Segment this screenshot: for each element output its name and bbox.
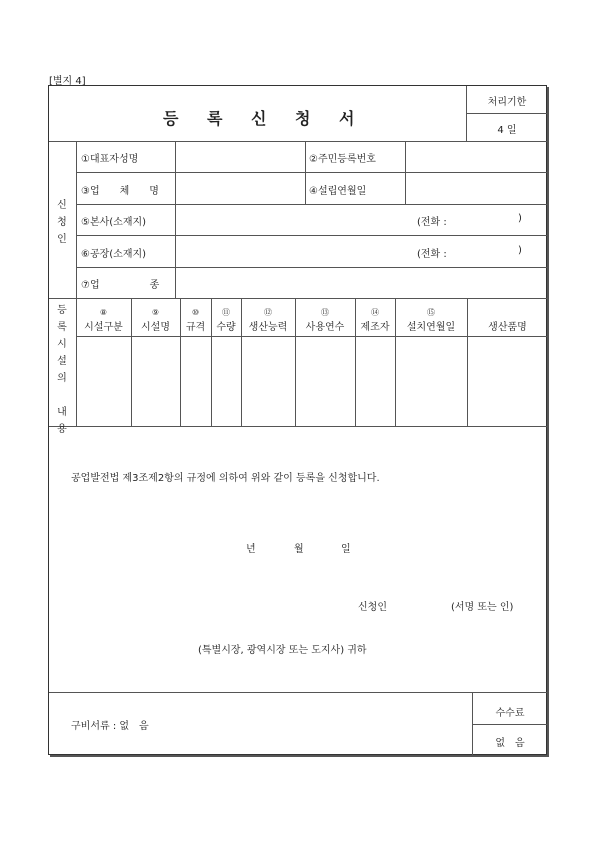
section-char: 시 [57, 339, 67, 350]
column-label: 규격 [185, 322, 206, 333]
column-label: 제조자 [360, 322, 390, 333]
column-number: ⑩ [191, 308, 200, 317]
column-label: 시설구분 [84, 322, 123, 333]
title-char: 록 [207, 109, 223, 128]
applicant-sign-note: (서명 또는 인) [451, 602, 514, 613]
form-number: [별지 4] [49, 76, 86, 87]
required-documents: 구비서류 : 없 음 [71, 721, 149, 732]
column-number: ⑫ [264, 308, 272, 317]
column-header [131, 308, 180, 333]
column-header [467, 308, 548, 333]
column-number: ⑨ [151, 308, 160, 317]
company-name-label: ③업 체 명 [81, 186, 159, 197]
column-label: 생산능력 [248, 322, 288, 333]
section-char [55, 387, 69, 404]
factory-phone-close: ) [518, 245, 522, 256]
date-month: 월 [294, 544, 304, 555]
addressee: (특별시장, 광역시장 또는 도지사) 귀하 [198, 645, 367, 656]
facility-section-label [55, 302, 69, 438]
column-number [467, 308, 548, 318]
applicant-sign-label: 신청인 [358, 602, 387, 613]
column-number: ⑬ [321, 308, 329, 317]
column-label: 설치연월일 [406, 322, 456, 333]
section-char: 인 [57, 234, 67, 245]
section-char: 용 [57, 424, 67, 435]
section-char: 청 [57, 217, 67, 228]
date-day: 일 [341, 544, 351, 555]
head-office-phone-close: ) [518, 213, 522, 224]
section-char: 설 [57, 356, 67, 367]
column-header [211, 308, 241, 333]
column-number: ⑮ [427, 308, 435, 317]
section-char: 의 [57, 373, 67, 384]
section-char: 등 [57, 305, 67, 316]
factory-label: ⑥공장(소재지) [81, 249, 147, 260]
section-char: 신 [57, 200, 67, 211]
column-number: ⑭ [371, 308, 379, 317]
fee-value: 없 음 [495, 738, 525, 749]
column-header [355, 308, 395, 333]
est-date-label: ④설립연월일 [309, 186, 367, 197]
column-label: 사용연수 [305, 322, 345, 333]
column-header [180, 308, 211, 333]
title-char: 등 [163, 109, 179, 128]
column-number: ⑪ [222, 308, 230, 317]
date-year: 년 [246, 544, 256, 555]
applicant-section-label [55, 197, 69, 248]
section-char: 내 [57, 407, 67, 418]
registration-form [48, 85, 547, 755]
column-label: 생산품명 [488, 322, 527, 333]
column-label: 수량 [216, 322, 236, 333]
title-char: 서 [339, 109, 355, 128]
head-office-phone-label: (전화 : [417, 217, 447, 228]
statement-text: 공업발전법 제3조제2항의 규정에 의하여 위와 같이 등록을 신청합니다. [71, 473, 380, 484]
column-header [241, 308, 295, 333]
processing-value: 4 일 [497, 125, 517, 136]
section-char: 록 [57, 322, 67, 333]
column-label: 시설명 [141, 322, 170, 333]
title-char: 신 [251, 109, 267, 128]
business-type-label: ⑦업 종 [81, 280, 160, 291]
column-header [395, 308, 467, 333]
column-number: ⑧ [99, 308, 108, 317]
resident-no-label: ②주민등록번호 [309, 154, 376, 165]
column-header [76, 308, 131, 333]
head-office-label: ⑤본사(소재지) [81, 217, 147, 228]
fee-label: 수수료 [495, 708, 525, 719]
processing-label: 처리기한 [487, 97, 527, 108]
column-header [295, 308, 355, 333]
rep-name-label: ①대표자성명 [81, 154, 139, 165]
factory-phone-label: (전화 : [417, 249, 447, 260]
title-char: 청 [295, 109, 311, 128]
